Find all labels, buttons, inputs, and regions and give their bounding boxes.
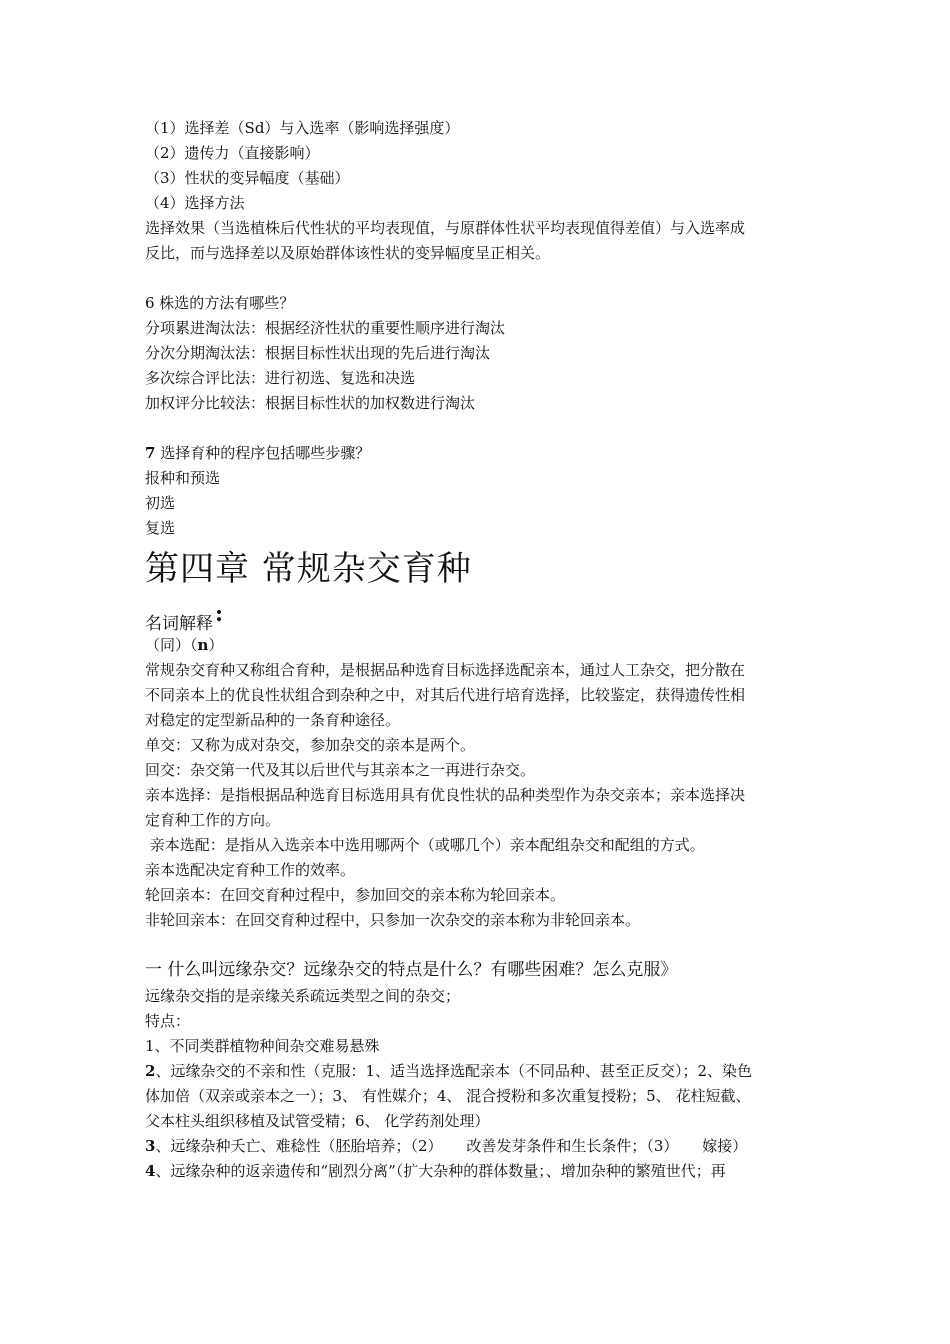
q6-method-2: 分次分期淘汰法：根据目标性状出现的先后进行淘汰 xyxy=(145,344,491,362)
terms-heading-colon: : xyxy=(215,601,224,627)
question-7-title xyxy=(145,441,810,466)
question-1-title: 一 什么叫远缘杂交？远缘杂交的特点是什么？有哪些困难？怎么克服》 xyxy=(145,960,678,980)
q7-step-3: 复选 xyxy=(145,519,176,537)
feature-2-number: 2 xyxy=(145,1062,156,1080)
term-parent-matching: 亲本选配：是指从入选亲本中选用哪两个（或哪几个）亲本配组杂交和配组的方式。 xyxy=(145,836,705,854)
spacer xyxy=(145,266,810,291)
selection-effect-line-2: 反比，而与选择差以及原始群体该性状的变异幅度呈正相关。 xyxy=(145,244,551,262)
feature-4-number: 4 xyxy=(145,1162,156,1180)
q7-step-1: 报种和预选 xyxy=(145,469,221,487)
document-page xyxy=(145,116,810,1184)
spacer xyxy=(145,933,810,953)
term-recurrent-parent: 轮回亲本：在回交育种过程中，参加回交的亲本称为轮回亲本。 xyxy=(145,886,566,904)
q7-number: 7 xyxy=(145,444,156,462)
feature-3-text: 、远缘杂种夭亡、难稔性（胚胎培养；（2） 改善发芽条件和生长条件；（3） 嫁接） xyxy=(155,1137,748,1155)
factor-item-2: （2）遗传力（直接影响） xyxy=(145,144,320,162)
term-nonrecurrent-parent: 非轮回亲本：在回交育种过程中，只参加一次杂交的亲本称为非轮回亲本。 xyxy=(145,911,641,929)
q1-feature-1: 1、不同类群植物种间杂交难易悬殊 xyxy=(145,1037,380,1055)
q1-feature-3 xyxy=(145,1134,810,1159)
spacer xyxy=(145,416,810,441)
feature-2-text: 、远缘杂交的不亲和性（克服：1、适当选择选配亲本（不同品种、甚至正反交）；2、染色 xyxy=(155,1062,753,1080)
q1-feature-2-l1 xyxy=(145,1059,810,1084)
definition-line: 对稳定的定型新品种的一条育种途径。 xyxy=(145,711,401,729)
terms-subheading xyxy=(145,633,810,658)
term-single-cross: 单交：又称为成对杂交，参加杂交的亲本是两个。 xyxy=(145,736,476,754)
q7-title-text: 选择育种的程序包括哪些步骤？ xyxy=(155,444,371,462)
sub-part-b: n xyxy=(197,636,209,654)
term-parent-selection-l2: 定育种工作的方向。 xyxy=(145,811,281,829)
factor-item-3: （3）性状的变异幅度（基础） xyxy=(145,169,350,187)
definition-line: 不同亲本上的优良性状组合到杂种之中，对其后代进行培育选择，比较鉴定，获得遗传性相 xyxy=(145,686,746,704)
sub-part-a: （同）（ xyxy=(145,636,198,654)
sub-part-c: ） xyxy=(208,636,224,654)
factor-item-4: （4）选择方法 xyxy=(145,194,245,212)
q6-method-1: 分项累进淘汰法：根据经济性状的重要性顺序进行淘汰 xyxy=(145,319,506,337)
feature-4-text: 、远缘杂种的返亲遗传和“剧烈分离”（扩大杂种的群体数量；、增加杂种的繁殖世代；再 xyxy=(155,1162,726,1180)
factor-item-1: （1）选择差（Sd）与入选率（影响选择强度） xyxy=(145,119,460,137)
q1-feature-2-l2: 体加倍（双亲或亲本之一）；3、 有性媒介；4、 混合授粉和多次重复授粉；5、 花柱短截、 xyxy=(145,1087,751,1105)
term-parent-matching-2: 亲本选配决定育种工作的效率。 xyxy=(145,861,356,879)
chapter-title: 第四章 常规杂交育种 xyxy=(145,549,472,589)
q1-feature-4 xyxy=(145,1159,810,1184)
q7-step-2: 初选 xyxy=(145,494,176,512)
term-parent-selection-l1: 亲本选择：是指根据品种选育目标选用具有优良性状的品种类型作为杂交亲本；亲本选择决 xyxy=(145,786,746,804)
selection-effect-line-1: 选择效果（当选植株后代性状的平均表现值，与原群体性状平均表现值得差值）与入选率成 xyxy=(145,219,746,237)
q6-method-4: 加权评分比较法：根据目标性状的加权数进行淘汰 xyxy=(145,394,476,412)
q6-method-3: 多次综合评比法：进行初选、复选和决选 xyxy=(145,369,416,387)
term-backcross: 回交：杂交第一代及其以后世代与其亲本之一再进行杂交。 xyxy=(145,761,536,779)
definition-line: 常规杂交育种又称组合育种，是根据品种选育目标选择选配亲本，通过人工杂交，把分散在 xyxy=(145,661,746,679)
terms-heading xyxy=(145,601,810,633)
feature-3-number: 3 xyxy=(145,1137,156,1155)
q1-feature-2-l3: 父本柱头组织移植及试管受精；6、 化学药剂处理） xyxy=(145,1112,490,1130)
question-6-title: 6 株选的方法有哪些？ xyxy=(145,294,295,312)
terms-heading-text: 名词解释 xyxy=(145,614,213,634)
q1-features-label: 特点： xyxy=(145,1012,191,1030)
q1-definition: 远缘杂交指的是亲缘关系疏远类型之间的杂交； xyxy=(145,987,461,1005)
